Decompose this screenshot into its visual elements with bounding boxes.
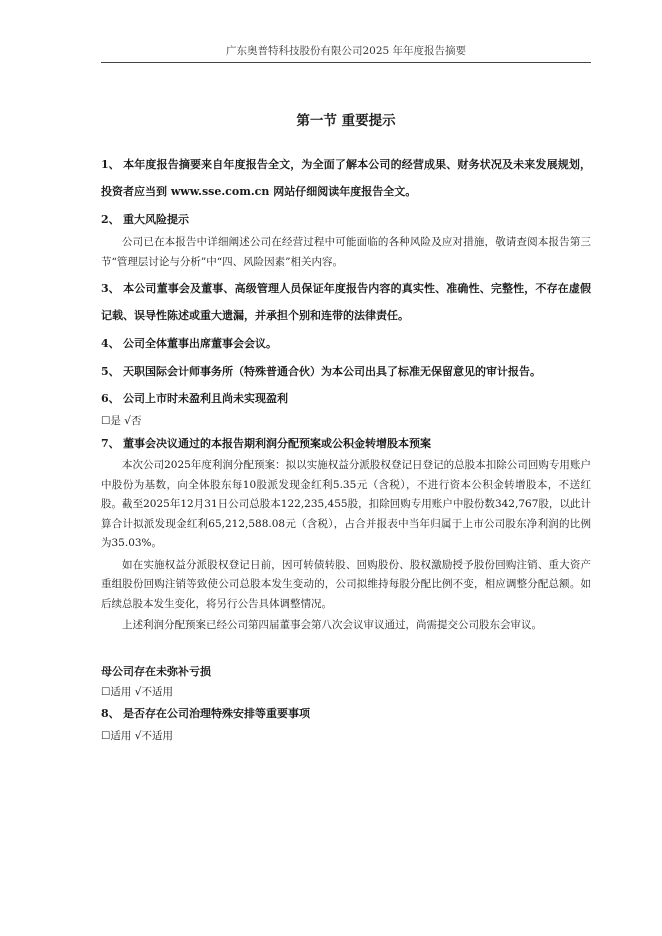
governance-checkbox-option: ☐适用 √不适用	[101, 729, 173, 742]
header-divider	[101, 62, 591, 63]
item-number: 7、	[101, 437, 120, 450]
item-7	[101, 431, 591, 456]
item-text: 本年度报告摘要来自年度报告全文，为全面了解本公司的经营成果、财务状况及未来发展规划，投资者应当到 www.sse.com.cn 网站仔细阅读年度报告全文。	[101, 158, 591, 198]
page-header: 广东奥普特科技股份有限公司2025 年年度报告摘要	[225, 45, 467, 57]
item-number: 4、	[101, 337, 120, 350]
item-text: 天职国际会计师事务所（特殊普通合伙）为本公司出具了标准无保留意见的审计报告。	[123, 365, 541, 378]
item-number: 1、	[101, 158, 120, 171]
item-number: 5、	[101, 365, 120, 378]
parent-loss-checkbox-option: ☐适用 √不适用	[101, 685, 173, 698]
item-text: 重大风险提示	[123, 213, 189, 226]
section-title: 第一节 重要提示	[296, 113, 396, 129]
item-text: 是否存在公司治理特殊安排等重要事项	[123, 706, 310, 720]
item-6	[101, 386, 591, 411]
item-8	[101, 702, 591, 726]
item-text: 董事会决议通过的本报告期利润分配预案或公积金转增股本预案	[123, 437, 431, 450]
item-text: 公司全体董事出席董事会会议。	[123, 337, 277, 350]
item-number: 8、	[101, 706, 120, 720]
dividend-paragraph: 上述利润分配预案已经公司第四届董事会第八次会议审议通过，尚需提交公司股东会审议。	[122, 619, 542, 631]
item-3	[101, 275, 591, 329]
item-5	[101, 358, 591, 385]
item-2	[101, 206, 591, 233]
dividend-paragraph: 本次公司2025年度利润分配预案：拟以实施权益分派股权登记日登记的总股本扣除公司回购专用账户中股份为基数，向全体股东每10股派发现金红利5.35元（含税），不进行资本公积金转增股本，不送红股。截至2025年12月31日公司总股本122,235,455股，扣除回购专用账户中股份数342,767股，以此计算合计拟派发现金红利65,212,588.08元（含税），占合并报表中当年归属于上市公司股东净利润的比例为35.03%。	[101, 459, 591, 549]
parent-loss-heading: 母公司存在未弥补亏损	[101, 664, 211, 678]
item-text: 公司上市时未盈利且尚未实现盈利	[123, 392, 288, 405]
item-number: 2、	[101, 213, 120, 226]
profit-checkbox-option: ☐是 √否	[101, 415, 142, 427]
item-4	[101, 330, 591, 357]
item-number: 6、	[101, 392, 120, 405]
dividend-paragraph: 如在实施权益分派股权登记日前，因可转债转股、回购股份、股权激励授予股份回购注销、重大资产重组股份回购注销等致使公司总股本发生变动的，公司拟维持每股分配比例不变，相应调整分配总额。如后续总股本发生变化，将另行公告具体调整情况。	[101, 558, 591, 610]
item-text: 本公司董事会及董事、高级管理人员保证年度报告内容的真实性、准确性、完整性，不存在虚假记载、误导性陈述或重大遗漏，并承担个别和连带的法律责任。	[101, 282, 591, 322]
item-number: 3、	[101, 282, 120, 295]
document-body	[101, 151, 591, 746]
item-1	[101, 151, 591, 205]
risk-text: 公司已在本报告中详细阐述公司在经营过程中可能面临的各种风险及应对措施，敬请查阅本报告第三节“管理层讨论与分析”中“四、风险因素”相关内容。	[101, 236, 591, 268]
